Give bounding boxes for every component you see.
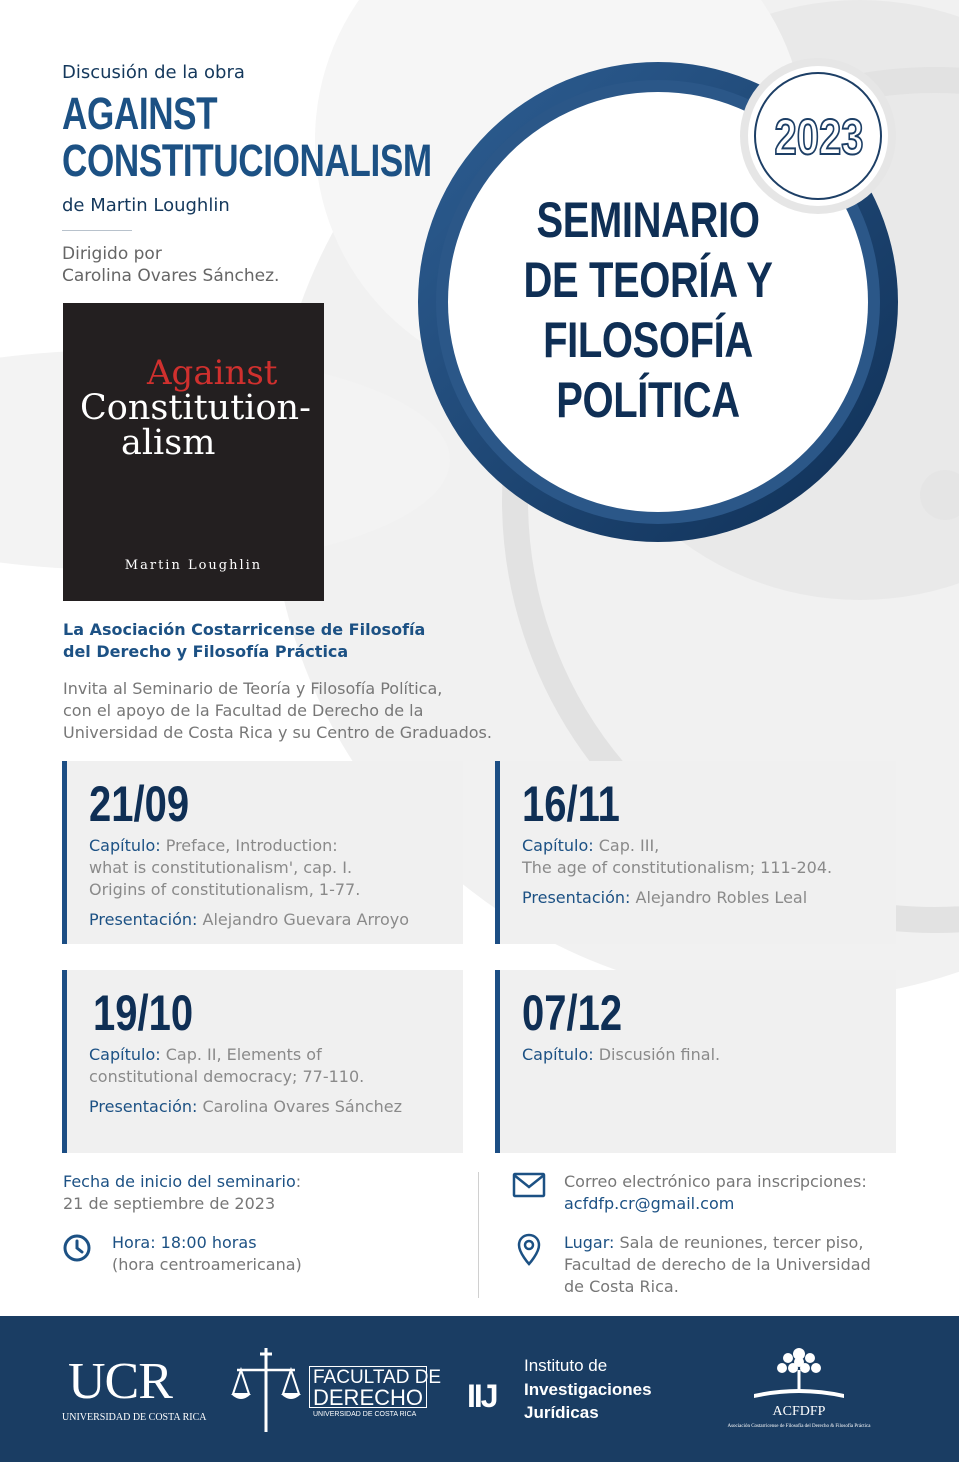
email-block: [564, 1171, 867, 1215]
chapter-line: [89, 835, 409, 857]
session-details: [522, 1044, 720, 1066]
acfdfp-logo: ACFDFP: [772, 1404, 826, 1419]
chapter-text: Cap. III,: [593, 836, 660, 855]
chapter-label: Capítulo:: [522, 836, 594, 855]
session-card: [495, 970, 896, 1153]
session-details: [89, 1044, 402, 1118]
chapter-text: Cap. II, Elements of: [160, 1045, 322, 1064]
ucr-logo-subtitle: UNIVERSIDAD DE COSTA RICA: [62, 1412, 207, 1423]
invitation-text: [63, 678, 492, 744]
cover-author-text: Martin Loughlin: [124, 558, 263, 573]
iij-line-2: Investigaciones: [524, 1380, 652, 1399]
chapter-line: constitutional democracy; 77-110.: [89, 1067, 365, 1086]
presenter-label: Presentación:: [522, 888, 631, 907]
seminar-line-2: DE TEORÍA Y: [523, 252, 773, 308]
start-date-block: [63, 1171, 301, 1215]
organization-name: [63, 619, 425, 663]
location-pin-icon: [515, 1232, 543, 1268]
chapter-line: The age of constitutionalism; 111-204.: [522, 858, 833, 877]
chapter-line: Origins of constitutionalism, 1-77.: [89, 880, 361, 899]
place-line: de Costa Rica.: [564, 1277, 679, 1296]
clock-icon: [62, 1233, 92, 1263]
presenter-label: Presentación:: [89, 1097, 198, 1116]
email-link[interactable]: acfdfp.cr@gmail.com: [564, 1194, 735, 1213]
director: [62, 243, 279, 287]
seminar-line-3: FILOSOFÍA: [543, 312, 753, 368]
session-card: [62, 970, 463, 1153]
session-date: 19/10: [93, 985, 194, 1041]
year-badge: 2023: [774, 109, 864, 165]
facultad-line-3: UNIVERSIDAD DE COSTA RICA: [313, 1411, 417, 1418]
start-date-colon: :: [295, 1172, 302, 1191]
chapter-text: Discusión final.: [593, 1045, 721, 1064]
start-date-label: Fecha de inicio del seminario: [63, 1172, 296, 1191]
session-card: [495, 761, 896, 944]
place-line: [564, 1232, 871, 1254]
time-label: Hora: 18:00 horas: [112, 1233, 257, 1252]
presenter-line: [89, 909, 409, 931]
cover-line-1: Against: [147, 353, 278, 393]
seminar-line-1: SEMINARIO: [536, 192, 760, 248]
organization-line-2: del Derecho y Filosofía Práctica: [63, 642, 349, 661]
invite-line-1: Invita al Seminario de Teoría y Filosofía Política,: [63, 679, 443, 698]
pretitle: Discusión de la obra: [62, 62, 245, 83]
facultad-line-2: DERECHO: [313, 1385, 424, 1410]
chapter-label: Capítulo:: [89, 836, 161, 855]
chapter-line: [522, 1044, 720, 1066]
chapter-text: Preface, Introduction:: [160, 836, 338, 855]
chapter-label: Capítulo:: [522, 1045, 594, 1064]
tree-book-icon: [748, 1342, 850, 1404]
session-date: 16/11: [522, 776, 620, 832]
start-date-heading: [63, 1171, 301, 1193]
session-details: [89, 835, 409, 931]
book-cover: [63, 303, 324, 601]
place-line: Facultad de derecho de la Universidad: [564, 1255, 871, 1274]
chapter-line: [522, 835, 832, 857]
title-line-2: CONSTITUCIONALISM: [62, 135, 432, 186]
chapter-line: what is constitutionalism', cap. I.: [89, 858, 353, 877]
chapter-line: [89, 1044, 402, 1066]
invite-line-3: Universidad de Costa Rica y su Centro de Graduados.: [63, 723, 492, 742]
acfdfp-full-name: Asociación Costarricense de Filosofía del Derecho & Filosofía Práctica: [727, 1424, 871, 1429]
chapter-label: Capítulo:: [89, 1045, 161, 1064]
book-title: [62, 90, 432, 184]
presenter-line: [89, 1096, 402, 1118]
divider: [62, 230, 132, 231]
book-author: de Martin Loughlin: [62, 195, 230, 216]
presenter-name: Alejandro Guevara Arroyo: [197, 910, 410, 929]
facultad-line-1: FACULTAD DE: [313, 1367, 442, 1388]
presenter-name: Alejandro Robles Leal: [630, 888, 808, 907]
place-label: Lugar:: [564, 1233, 615, 1252]
place-text: Sala de reuniones, tercer piso,: [614, 1233, 864, 1252]
presenter-name: Carolina Ovares Sánchez: [197, 1097, 403, 1116]
footer-logos: [0, 1316, 959, 1462]
presenter-label: Presentación:: [89, 910, 198, 929]
iij-line-1: Instituto de: [524, 1356, 608, 1375]
info-divider: [478, 1172, 479, 1298]
session-details: [522, 835, 832, 909]
mail-icon: [512, 1172, 546, 1198]
director-label: Dirigido por: [62, 244, 162, 264]
iij-logo-mark: IIJ: [467, 1378, 497, 1414]
title-line-1: AGAINST: [62, 88, 218, 139]
session-card: [62, 761, 463, 944]
justice-scale-icon: [229, 1344, 303, 1436]
seminar-line-4: POLÍTICA: [556, 372, 740, 428]
time-block: [112, 1232, 302, 1276]
organization-line-1: La Asociación Costarricense de Filosofía: [63, 620, 426, 639]
email-label: Correo electrónico para inscripciones:: [564, 1172, 867, 1191]
session-date: 07/12: [522, 985, 623, 1041]
invite-line-2: con el apoyo de la Facultad de Derecho de la: [63, 701, 424, 720]
seminar-title: [512, 190, 784, 430]
start-date-value: 21 de septiembre de 2023: [63, 1194, 276, 1213]
director-name: Carolina Ovares Sánchez.: [62, 266, 280, 286]
cover-line-3: alism: [121, 423, 216, 463]
cover-author: [63, 558, 324, 573]
session-date: 21/09: [89, 776, 190, 832]
cover-line-2: Constitution-: [80, 388, 311, 428]
ucr-logo: UCR: [68, 1353, 172, 1410]
iij-line-3: Jurídicas: [524, 1403, 599, 1422]
presenter-line: [522, 887, 832, 909]
time-note: (hora centroamericana): [112, 1255, 302, 1274]
place-block: [564, 1232, 871, 1298]
